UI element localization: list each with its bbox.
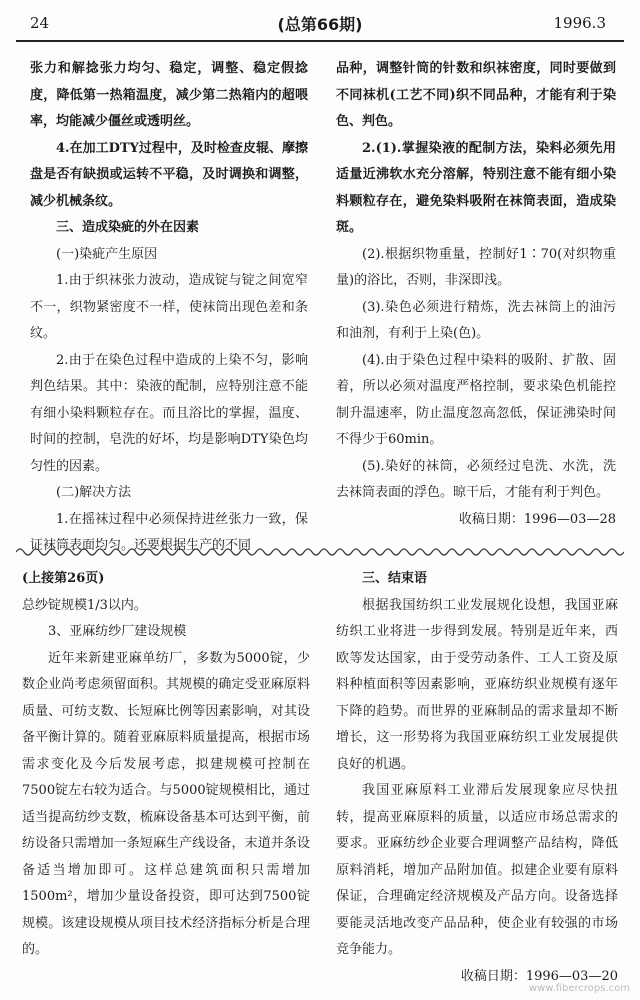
received-date: 收稿日期：1996—03—20 (460, 968, 618, 984)
paragraph: 1.由于织袜张力波动，造成锭与锭之间宽窄不一，织物紧密度不一样，使袜筒出现色差和条纹。 (30, 273, 308, 341)
subsection-heading: (一)染疵产生原因 (56, 246, 158, 262)
paragraph: (5).染好的袜筒，必须经过皂洗、水洗，洗去袜筒表面的浮色。晾干后，才能有利于判色。 (336, 458, 616, 500)
paragraph: 根据我国纺织工业发展规化设想，我国亚麻纺织工业将进一步得到发展。特别是近年来，西欧等发达国家，由于受劳动条件、工人工资及原料种植面积等因素影响，亚麻纺织业规模有逐年下降的趋势。而世界的亚麻制品的需求量却不断增长，这一形势将为我国亚麻纺织工业发展提供良好的机遇。 (336, 597, 618, 772)
page-header (0, 0, 640, 44)
continuation-note: (上接第26页) (22, 571, 105, 586)
issue-label: (总第66期) (277, 15, 363, 34)
bottom-right-column (336, 566, 618, 990)
paragraph: (4).由于染色过程中染料的吸附、扩散、固着，所以必须对温度严格控制，要求染色机能控制升温速率，防止温度忽高忽低，保证沸染时间不得少于60min。 (336, 352, 616, 447)
section-heading: 3、亚麻纺纱厂建设规模 (48, 624, 187, 639)
paragraph: 2.(1).掌握染液的配制方法，染料必须先用适量近沸软水充分溶解，特别注意不能有细小染料颗粒存在，避免染料吸附在袜筒表面，造成染斑。 (336, 140, 616, 235)
section-heading: 三、造成染疵的外在因素 (56, 220, 200, 235)
received-date: 收稿日期：1996—03—28 (458, 511, 616, 527)
section-heading: 三、结束语 (362, 571, 428, 586)
watermark: www.fibercrops.com (528, 983, 630, 994)
paragraph: 总纱锭规模1/3以内。 (22, 597, 147, 613)
top-right-column (336, 56, 616, 533)
paragraph: 近年来新建亚麻单纺厂，多数为5000锭，少数企业尚考虑须留面积。其规模的确定受亚麻原料质量、可纺支数、长短麻比例等因素影响，对其设备平衡计算的。随着亚麻原料质量提高，根据市场需求变化及今后发展考虑，拟建规模可控制在7500锭左右较为适合。与5000锭规模相比，通过适当提高纺纱支数，梳麻设备基本可达到平衡，前纺设备只需增加一条短麻生产线设备，末道并条设备适当增加即可。这样总建筑面积只需增加1500m²，增加少量设备投资，即可达到7500锭规模。该建设规模从项目技术经济指标分析是合理的。 (22, 650, 310, 957)
header-rule (16, 40, 624, 42)
paragraph: 品种，调整针筒的针数和织袜密度，同时要做到不同袜机(工艺不同)织不同品种，才能有利于染色、判色。 (336, 61, 616, 129)
page-number: 24 (30, 14, 50, 32)
top-left-column (30, 56, 308, 560)
paragraph: (3).染色必须进行精炼，洗去袜筒上的油污和油剂，有利于上染(色)。 (336, 299, 616, 341)
subsection-heading: (二)解决方法 (56, 485, 132, 500)
paragraph: 我国亚麻原料工业滞后发展现象应尽快扭转，提高亚麻原料的质量，以适应市场总需求的要求。亚麻纺纱企业要合理调整产品结构，降低原料消耗，增加产品附加值。拟建企业要有原料保证，合理确定经济规模及产品方向。设备选择要能灵活地改变产品品种，使企业有较强的市场竞争能力。 (336, 783, 618, 957)
paragraph: (2).根据织物重量，控制好1∶70(对织物重量)的浴比，否则，非深即浅。 (336, 246, 616, 288)
paragraph: 1.在摇袜过程中必须保持进丝张力一致，保证袜筒表面均匀。还要根据生产的不同 (30, 511, 308, 553)
issue-date: 1996.3 (553, 14, 606, 32)
paragraph: 张力和解捻张力均匀、稳定，调整、稳定假捻度，降低第一热箱温度，减少第二热箱内的超喂率，均能减少僵丝或透明丝。 (30, 61, 308, 129)
wavy-separator (16, 544, 624, 560)
paragraph: 4.在加工DTY过程中，及时检查皮辊、摩擦盘是否有缺损或运转不平稳，及时调换和调整，减少机械条纹。 (30, 140, 308, 209)
bottom-left-column (22, 566, 310, 964)
paragraph: 2.由于在染色过程中造成的上染不匀，影响判色结果。其中：染液的配制，应特别注意不能有细小染料颗粒存在。而且浴比的掌握，温度、时间的控制，皂洗的好坏，均是影响DTY染色均匀性的因素。 (30, 352, 308, 474)
